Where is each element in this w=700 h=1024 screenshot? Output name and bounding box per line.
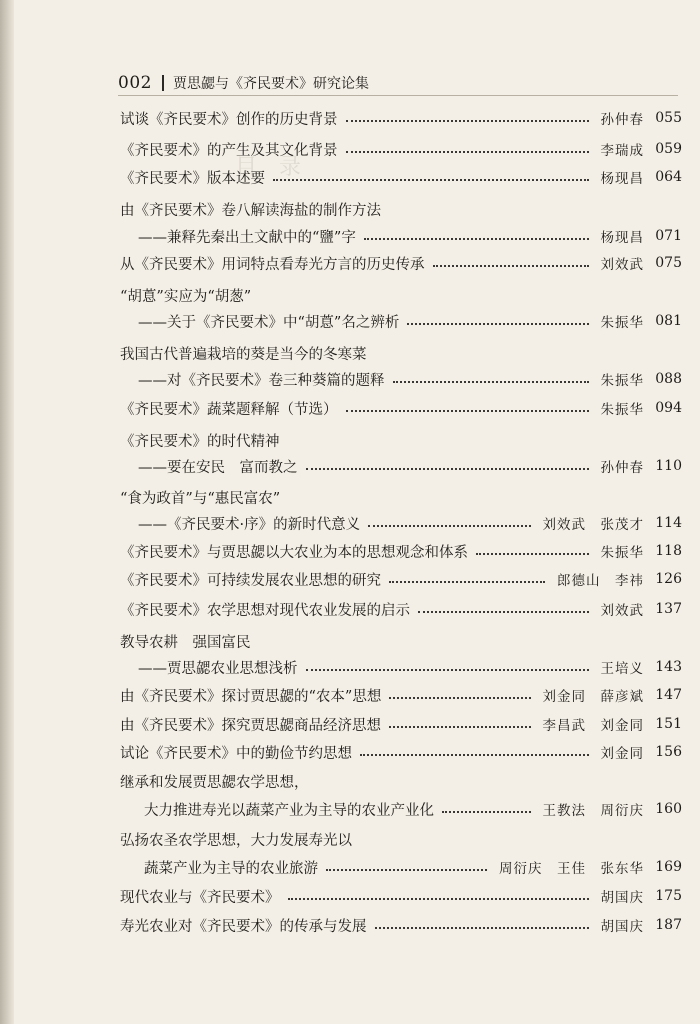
- toc-title: 《齐民要术》版本述要: [120, 170, 265, 187]
- leader-dots: [346, 120, 589, 122]
- leader-dots: [393, 381, 589, 383]
- toc-author: 刘金同 薛彦斌: [542, 689, 644, 705]
- leader-dots: [346, 410, 589, 412]
- toc-author: 胡国庆: [600, 890, 644, 906]
- toc-entry: [120, 741, 682, 763]
- leader-dots: [389, 726, 531, 728]
- toc-author: 李昌武 刘金同: [542, 718, 644, 734]
- toc-entry: [120, 138, 682, 160]
- leader-dots: [433, 265, 589, 267]
- toc-subtitle: ——贾思勰农业思想浅析: [138, 660, 298, 677]
- toc-title: “食为政首”与“惠民富农”: [120, 490, 281, 507]
- toc-entry-heading: [120, 486, 682, 508]
- toc-entry-heading: [120, 198, 682, 220]
- leader-dots: [288, 898, 589, 900]
- toc-author: 刘效武: [600, 257, 644, 273]
- toc-author: 李瑞成: [600, 143, 644, 159]
- toc-author: 王教法 周衍庆: [542, 803, 644, 819]
- toc-title: 《齐民要术》农学思想对现代农业发展的启示: [120, 602, 410, 619]
- leader-dots: [346, 151, 589, 153]
- toc-entry-heading: [120, 770, 682, 792]
- leader-dots: [418, 611, 589, 613]
- toc-entry: [120, 166, 682, 188]
- toc-entry: [138, 368, 682, 390]
- toc-title: 《齐民要术》蔬菜题释解（节选）: [120, 401, 338, 418]
- toc-page: 071: [655, 228, 682, 244]
- toc-entry: [120, 684, 682, 706]
- toc-page: 118: [655, 543, 682, 559]
- toc-entry: [144, 856, 682, 878]
- toc-entry-heading: [120, 630, 682, 652]
- toc-title: 试论《齐民要术》中的勤俭节约思想: [120, 745, 352, 762]
- toc-page: 151: [655, 716, 682, 732]
- leader-dots: [375, 927, 589, 929]
- toc-title: 试谈《齐民要术》创作的历史背景: [120, 111, 338, 128]
- toc-page: 160: [655, 801, 682, 817]
- toc-title: 《齐民要术》可持续发展农业思想的研究: [120, 572, 381, 589]
- toc-title: 教导农耕 强国富民: [120, 634, 251, 651]
- toc-subtitle: ——兼释先秦出土文献中的“鹽”字: [138, 229, 356, 246]
- toc-entry: [120, 568, 682, 590]
- toc-title: 《齐民要术》的产生及其文化背景: [120, 142, 338, 159]
- toc-title: 现代农业与《齐民要术》: [120, 889, 280, 906]
- toc-page: 156: [655, 744, 682, 760]
- header-page-number: 002: [118, 73, 152, 93]
- toc-title: 从《齐民要术》用词特点看寿光方言的历史传承: [120, 256, 425, 273]
- toc-page: 143: [655, 659, 682, 675]
- toc-entry: [120, 713, 682, 735]
- toc-author: 王培义: [600, 661, 644, 677]
- toc-page: 094: [655, 400, 682, 416]
- toc-page: 059: [655, 141, 682, 157]
- toc-author: 朱振华: [600, 545, 644, 561]
- toc-author: 孙仲春: [600, 112, 644, 128]
- toc-title: 我国古代普遍栽培的葵是当今的冬寒菜: [120, 346, 367, 363]
- toc-page: 055: [655, 110, 682, 126]
- toc-author: 刘金同: [600, 746, 644, 762]
- toc-author: 郎德山 李祎: [557, 573, 644, 589]
- toc-entry: [120, 885, 682, 907]
- toc-title: 《齐民要术》与贾思勰以大农业为本的思想观念和体系: [120, 544, 468, 561]
- toc-title: 继承和发展贾思勰农学思想，: [120, 774, 309, 791]
- toc-subtitle: 蔬菜产业为主导的农业旅游: [144, 860, 318, 877]
- toc-page: 081: [655, 313, 682, 329]
- toc-entry-heading: [120, 429, 682, 451]
- toc-page: 175: [655, 888, 682, 904]
- toc-entry: [138, 455, 682, 477]
- toc-entry: [120, 540, 682, 562]
- toc-page: 169: [655, 859, 682, 875]
- leader-dots: [326, 869, 487, 871]
- leader-dots: [306, 669, 589, 671]
- toc-subtitle: ——关于《齐民要术》中“胡蒠”名之辨析: [138, 314, 400, 331]
- toc-entry-heading: [120, 284, 682, 306]
- toc-subtitle: 大力推进寿光以蔬菜产业为主导的农业产业化: [144, 802, 434, 819]
- toc-title: 弘扬农圣农学思想，大力发展寿光以: [120, 832, 352, 849]
- toc-title: 由《齐民要术》探究贾思勰商品经济思想: [120, 717, 381, 734]
- toc-author: 杨现昌: [600, 230, 644, 246]
- leader-dots: [273, 179, 589, 181]
- toc-entry: [138, 656, 682, 678]
- toc-title: 由《齐民要术》探讨贾思勰的“农本”思想: [120, 688, 382, 705]
- toc-author: 胡国庆: [600, 919, 644, 935]
- toc-author: 朱振华: [600, 315, 644, 331]
- toc-title: 由《齐民要术》卷八解读海盐的制作方法: [120, 202, 381, 219]
- toc-title: “胡蒠”实应为“胡葱”: [120, 288, 252, 305]
- toc-author: 朱振华: [600, 373, 644, 389]
- toc-entry-heading: [120, 342, 682, 364]
- leader-dots: [306, 468, 589, 470]
- toc-entry: [120, 252, 682, 274]
- leader-dots: [407, 323, 588, 325]
- toc-subtitle: ——要在安民 富而教之: [138, 459, 298, 476]
- toc-title: 寿光农业对《齐民要术》的传承与发展: [120, 918, 367, 935]
- toc-entry: [120, 914, 682, 936]
- toc-subtitle: ——对《齐民要术》卷三种葵篇的题释: [138, 372, 385, 389]
- toc-page: 075: [655, 255, 682, 271]
- toc-title: 《齐民要术》的时代精神: [120, 433, 280, 450]
- toc-page: 110: [655, 458, 682, 474]
- toc-author: 周衍庆 王佳 张东华: [499, 861, 644, 877]
- toc-author: 朱振华: [600, 402, 644, 418]
- toc-page: 114: [655, 515, 682, 531]
- toc-author: 刘效武 张茂才: [542, 517, 644, 533]
- toc-entry: [120, 107, 682, 129]
- toc-entry: [144, 798, 682, 820]
- leader-dots: [360, 754, 589, 756]
- toc-page: 064: [655, 169, 682, 185]
- leader-dots: [368, 525, 530, 527]
- bleed-through-text: 目 录: [235, 155, 302, 180]
- toc-author: 杨现昌: [600, 171, 644, 187]
- leader-dots: [442, 811, 531, 813]
- leader-dots: [364, 238, 589, 240]
- toc-entry: [120, 397, 682, 419]
- leader-dots: [389, 697, 530, 699]
- toc-page: 137: [655, 601, 682, 617]
- leader-dots: [476, 553, 589, 555]
- toc-page: 187: [655, 917, 682, 933]
- toc-entry: [120, 598, 682, 620]
- toc-author: 孙仲春: [600, 460, 644, 476]
- leader-dots: [389, 581, 545, 583]
- toc-page: 126: [655, 571, 682, 587]
- header-book-title: 贾思勰与《齐民要术》研究论集: [172, 76, 369, 92]
- toc-entry: [138, 310, 682, 332]
- toc-page: 147: [655, 687, 682, 703]
- toc-entry: [138, 225, 682, 247]
- toc-entry-heading: [120, 828, 682, 850]
- toc-entry: [138, 512, 682, 534]
- toc-author: 刘效武: [600, 603, 644, 619]
- toc-subtitle: ——《齐民要术·序》的新时代意义: [138, 516, 361, 533]
- toc-page: 088: [655, 371, 682, 387]
